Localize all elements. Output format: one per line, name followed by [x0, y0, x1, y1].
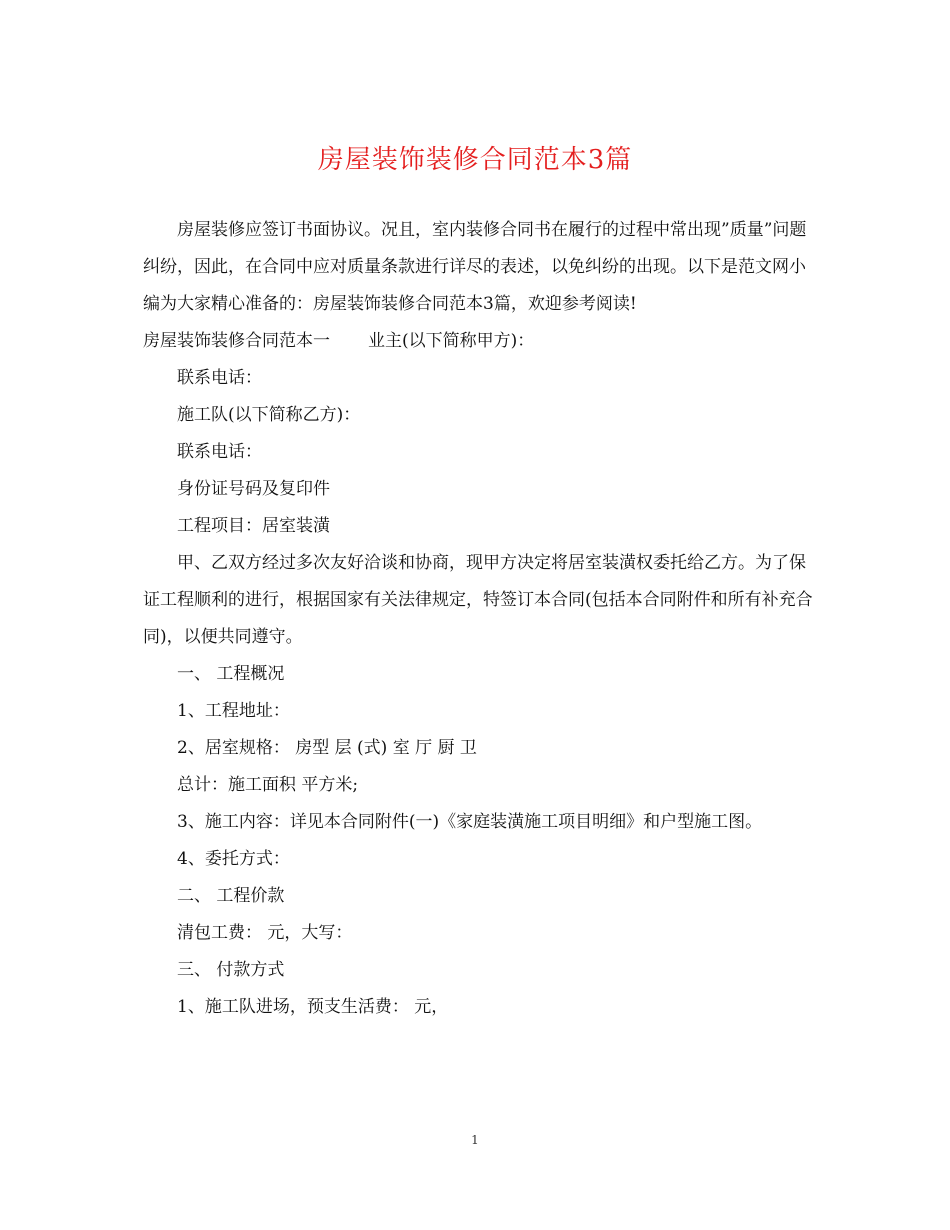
document-title: 房屋装饰装修合同范本3篇 [317, 145, 633, 175]
document-body [143, 212, 815, 1026]
id-card-line: 身份证号码及复印件 [177, 479, 330, 499]
item-labor-fee: 清包工费： 元，大写： [177, 923, 353, 943]
intro-paragraph: 房屋装修应签订书面协议。况且，室内装修合同书在履行的过程中常出现”质量”问题纠纷，因此，在合同中应对质量条款进行详尽的表述，以免纠纷的出现。以下是范文网小编为大家精心准备的：房屋装饰装修合同范本3篇，欢迎参考阅读! [143, 220, 807, 314]
phone-line-1: 联系电话： [177, 368, 262, 388]
page-number: 1 [471, 1133, 479, 1147]
agreement-paragraph: 甲、乙双方经过多次友好洽谈和协商，现甲方决定将居室装潢权委托给乙方。为了保证工程顺利的进行，根据国家有关法律规定，特签订本合同(包括本合同附件和所有补充合同)，以便共同遵守。 [143, 553, 813, 647]
section-price: 二、 工程价款 [177, 886, 285, 906]
project-line: 工程项目：居室装潢 [177, 516, 330, 536]
item-room-spec: 2、居室规格： 房型 层 (式) 室 厅 厨 卫 [177, 738, 477, 758]
item-content: 3、施工内容：详见本合同附件(一)《家庭装潢施工项目明细》和户型施工图。 [177, 812, 763, 832]
item-advance-payment: 1、施工队进场，预支生活费： 元， [177, 997, 449, 1017]
item-commission: 4、委托方式： [177, 849, 290, 869]
item-total-area: 总计：施工面积 平方米; [177, 775, 359, 795]
section-heading-line [143, 323, 815, 360]
contractor-line: 施工队(以下简称乙方)： [177, 405, 361, 425]
item-address: 1、工程地址： [177, 701, 290, 721]
section-overview: 一、 工程概况 [177, 664, 285, 684]
owner-line: 业主(以下简称甲方)： [368, 331, 535, 351]
section-payment: 三、 付款方式 [177, 960, 285, 980]
phone-line-2: 联系电话： [177, 442, 262, 462]
section-heading: 房屋装饰装修合同范本一 [143, 331, 330, 351]
